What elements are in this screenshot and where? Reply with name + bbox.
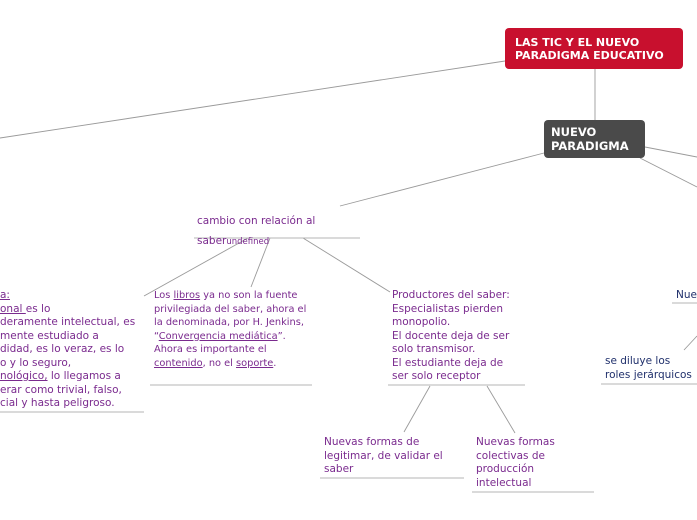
left-node-link-tecnologico[interactable]: nológico,	[0, 370, 48, 382]
libros-text-3: ”. Ahora es importante el	[154, 330, 286, 355]
left-node-line6: o y lo seguro,	[0, 356, 72, 369]
legitimar-node-text: Nuevas formas de legitimar, de validar el saber	[324, 436, 443, 475]
legitimar-node[interactable]	[324, 436, 452, 477]
left-node-line3: deramente intelectual, es	[0, 316, 136, 328]
libros-text-5: .	[273, 357, 277, 369]
right-top-node-text: Nue	[676, 289, 697, 301]
left-node-line1: a:	[0, 289, 10, 301]
connector-root-left	[0, 61, 505, 138]
left-node-line8: erar como trivial, falso,	[0, 383, 122, 396]
root-topic[interactable]	[505, 28, 683, 69]
left-node-line4: mente estudiado a	[0, 329, 99, 342]
right-top-node[interactable]	[676, 289, 697, 303]
contenido-link[interactable]: contenido	[154, 357, 203, 369]
left-node-link-racional[interactable]: onal	[0, 302, 26, 315]
productores-line3: El estudiante deja de ser solo receptor	[392, 356, 504, 382]
central-topic-label: NUEVO PARADIGMA	[551, 125, 629, 153]
convergencia-link[interactable]: Convergencia mediática	[158, 330, 278, 342]
productores-line1: Productores del saber: Especialistas pierden monopolio.	[392, 289, 510, 328]
libros-text-1: Los	[154, 290, 174, 301]
connector-productores-legitimar	[404, 386, 430, 432]
connector-center-saber	[340, 153, 544, 206]
left-node-line7: lo llegamos a	[47, 370, 121, 382]
libros-text-2: ya no son la fuente privilegiada del saber, ahora el la denominada, por H. Jenkins, “	[154, 290, 307, 342]
connector-right-mid	[684, 336, 697, 350]
connector-center-right2	[640, 158, 697, 187]
libros-text-4: , no el	[202, 357, 237, 369]
colectivas-node[interactable]	[476, 436, 570, 490]
productores-line2: El docente deja de ser solo transmisor.	[392, 329, 510, 355]
productores-node[interactable]	[392, 289, 520, 384]
soporte-link[interactable]: soporte	[236, 357, 274, 369]
colectivas-node-text: Nuevas formas colectivas de producción intelectual	[476, 436, 555, 489]
right-mid-node[interactable]	[605, 355, 697, 382]
libros-node[interactable]	[154, 289, 310, 370]
root-topic-label: LAS TIC Y EL NUEVO PARADIGMA EDUCATIVO	[515, 36, 664, 62]
saber-node-suffix: undefined	[226, 236, 270, 247]
connector-productores-colectivas	[487, 386, 515, 433]
right-mid-node-text: se diluye los roles jerárquicos	[605, 355, 692, 381]
left-node-line5: didad, es lo veraz, es lo	[0, 343, 125, 355]
left-node[interactable]	[0, 289, 144, 411]
left-node-line2: es lo	[25, 302, 51, 315]
saber-node[interactable]	[197, 209, 327, 248]
saber-node-text: cambio con relación al saber	[197, 215, 316, 247]
left-node-line9: cial y hasta peligroso.	[0, 397, 115, 409]
libros-link[interactable]: libros	[173, 290, 201, 301]
central-topic[interactable]	[544, 120, 645, 158]
connector-center-right1	[645, 147, 697, 157]
